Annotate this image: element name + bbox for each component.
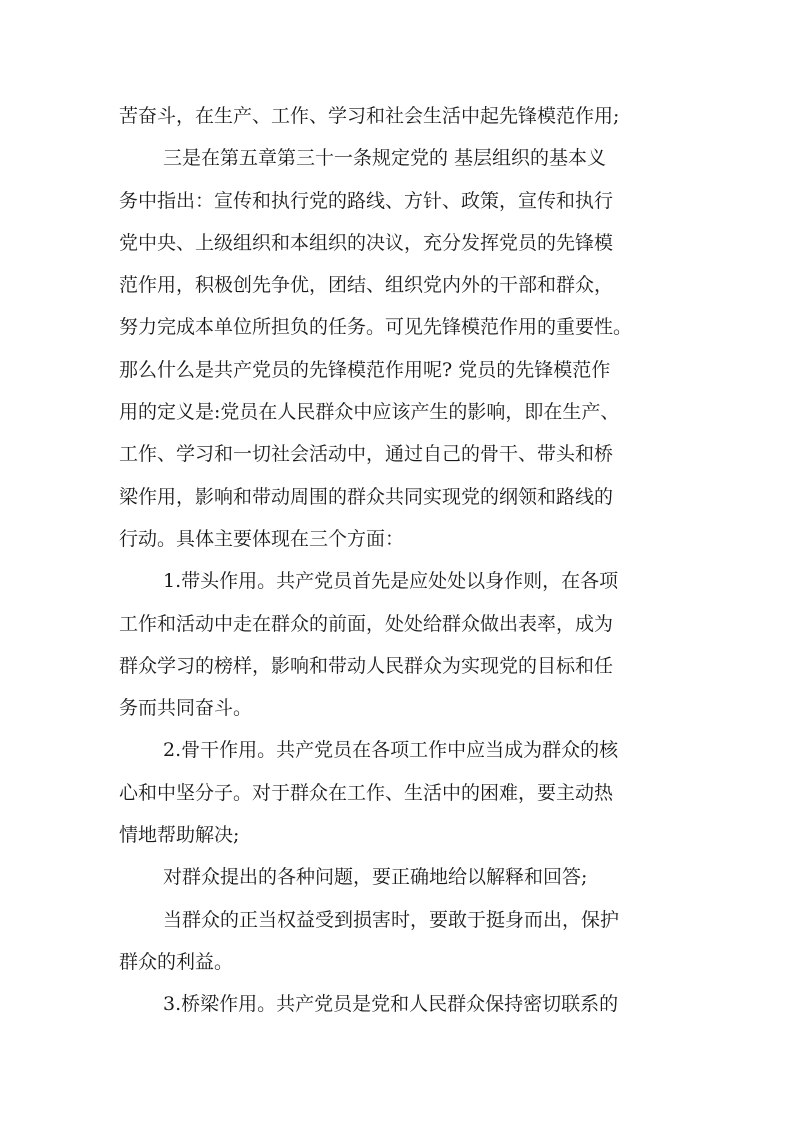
text-line: 3.桥梁作用。共产党员是党和人民群众保持密切联系的: [163, 993, 619, 1016]
text-line: 对群众提出的各种问题，要正确地给以解释和回答;: [163, 866, 588, 889]
text-line: 用的定义是:党员在人民群众中应该产生的影响，即在生产、: [119, 401, 620, 424]
text-line: 努力完成本单位所担负的任务。可见先锋模范作用的重要性。: [119, 316, 633, 339]
text-line: 群众的利益。: [119, 950, 234, 973]
text-line: 范作用，积极创先争优，团结、组织党内外的干部和群众，: [119, 274, 614, 297]
text-line: 苦奋斗，在生产、工作、学习和社会生活中起先锋模范作用;: [119, 105, 620, 127]
text-line: 情地帮助解决;: [119, 824, 240, 847]
text-line: 群众学习的榜样，影响和带动人民群众为实现党的目标和任: [119, 654, 614, 677]
text-line: 工作和活动中走在群众的前面，处处给群众做出表率，成为: [119, 612, 614, 635]
text-line: 2.骨干作用。共产党员在各项工作中应当成为群众的核: [163, 739, 619, 762]
document-body: [119, 95, 679, 1026]
text-line: 三是在第五章第三十一条规定党的 基层组织的基本义: [163, 147, 607, 170]
text-line: 工作、学习和一切社会活动中，通过自己的骨干、带头和桥: [119, 443, 614, 466]
text-line: 党中央、上级组织和本组织的决议，充分发挥党员的先锋模: [119, 231, 614, 254]
text-line: 那么什么是共产党员的先锋模范作用呢? 党员的先锋模范作: [119, 358, 611, 381]
text-line: 当群众的正当权益受到损害时，要敢于挺身而出，保护: [163, 908, 620, 931]
text-line: 务而共同奋斗。: [119, 697, 253, 720]
text-line: 1.带头作用。共产党员首先是应处处以身作则，在各项: [163, 570, 619, 593]
text-line: 心和中坚分子。对于群众在工作、生活中的困难，要主动热: [119, 781, 614, 804]
text-line: 行动。具体主要体现在三个方面：: [119, 527, 405, 550]
text-line: 梁作用，影响和带动周围的群众共同实现党的纲领和路线的: [119, 485, 614, 508]
text-line: 务中指出：宣传和执行党的路线、方针、政策，宣传和执行: [119, 189, 614, 212]
